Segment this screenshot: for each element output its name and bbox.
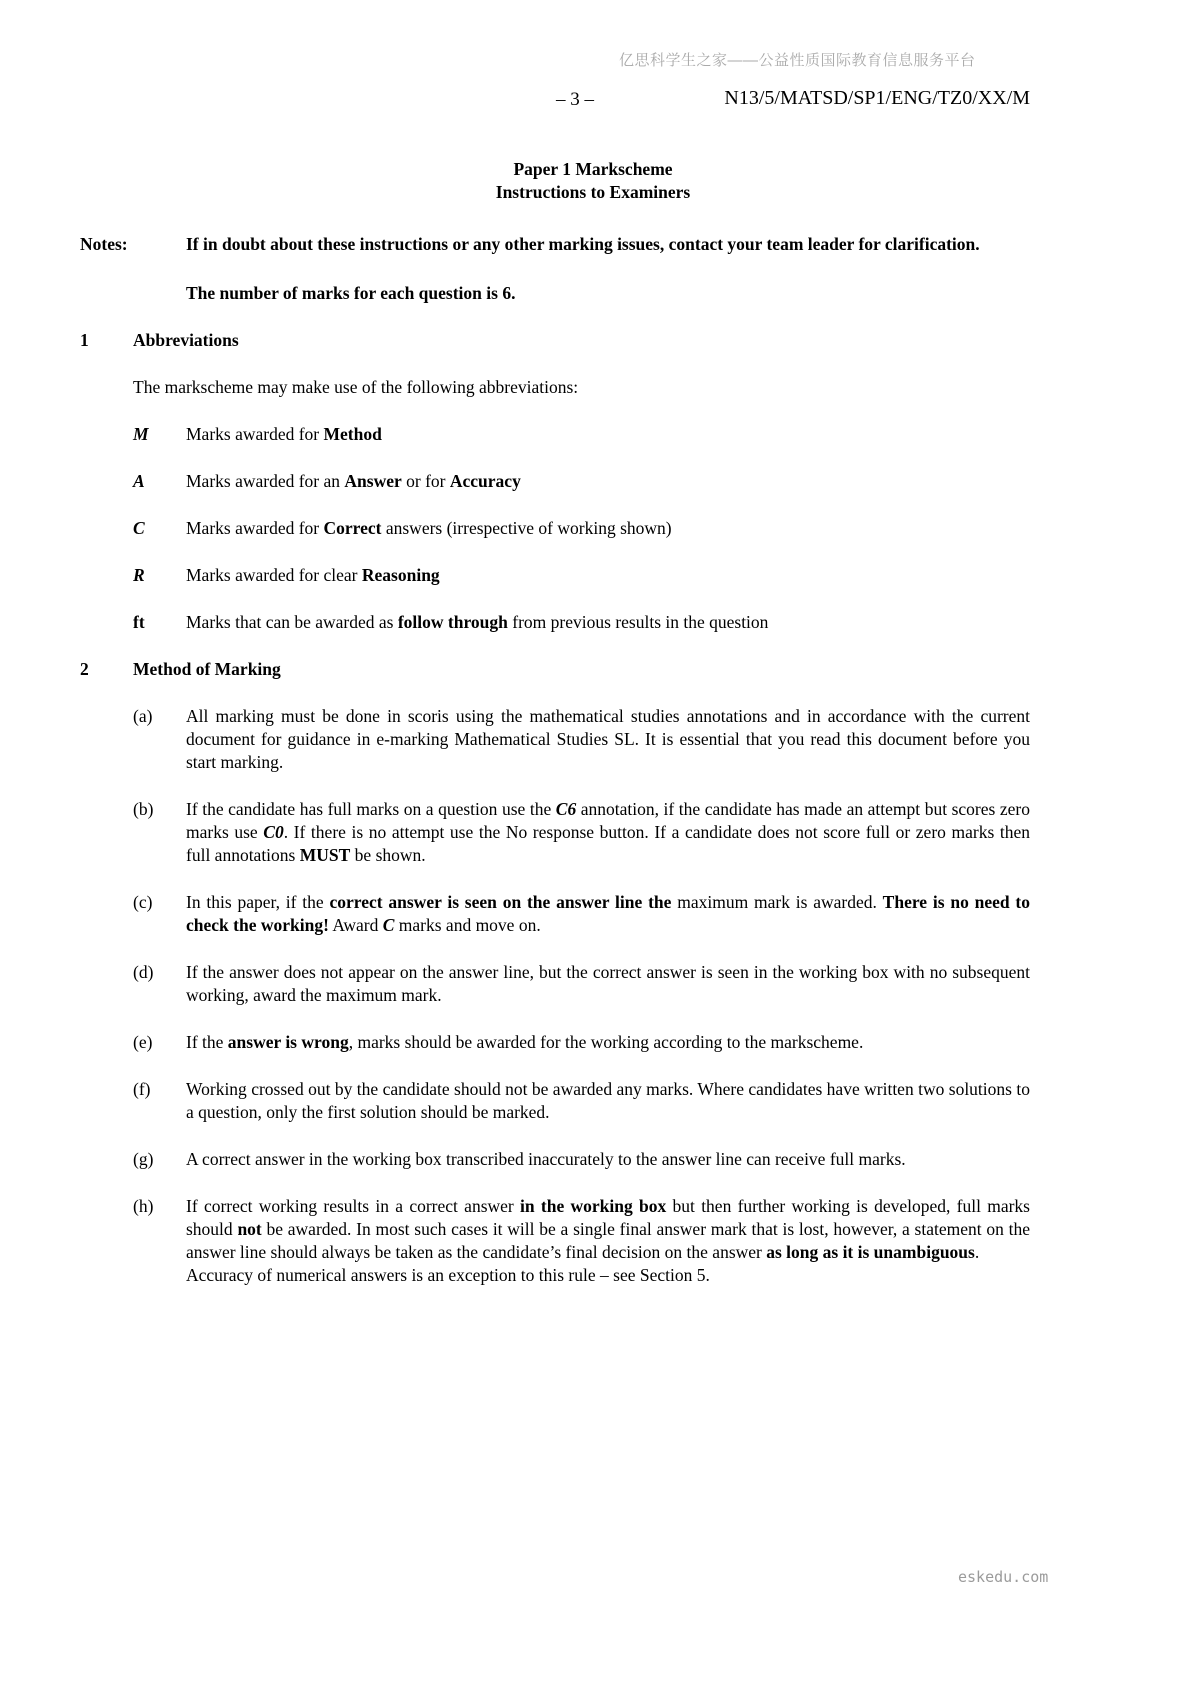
page-content	[80, 0, 1030, 1287]
notes-paragraph-2: The number of marks for each question is 6.	[186, 283, 516, 303]
method-item-e-text: If the answer is wrong, marks should be awarded for the working according to the markscheme.	[186, 1032, 864, 1052]
abbreviations-intro: The markscheme may make use of the following abbreviations:	[133, 377, 579, 397]
abbreviation-row-R	[80, 564, 1030, 587]
footer-site-text: eskedu.com	[958, 1568, 1049, 1586]
watermark-text: 亿思科学生之家——公益性质国际教育信息服务平台	[619, 52, 976, 69]
abbreviation-key-C: C	[133, 518, 145, 538]
title-line-2: Instructions to Examiners	[495, 182, 691, 202]
method-item-h-label: (h)	[133, 1196, 154, 1216]
abbreviation-key-ft: ft	[133, 612, 145, 632]
section-1-title: Abbreviations	[133, 330, 239, 350]
section-2-number: 2	[80, 659, 89, 679]
abbreviation-def-ft: Marks that can be awarded as follow through from previous results in the question	[186, 612, 769, 632]
abbreviation-key-R: R	[133, 565, 145, 585]
method-item-h	[80, 1195, 1030, 1287]
method-item-b-text: If the candidate has full marks on a question use the C6 annotation, if the candidate has made an attempt but scores zero marks use C0. If there is no attempt use the No response button. If a candidate does not score full or zero marks then full annotations MUST be shown.	[186, 799, 1030, 865]
method-item-h-text: If correct working results in a correct answer in the working box but then further working is developed, full marks should not be awarded. In most such cases it will be a single final answer mark that is lost, however, a statement on the answer line should always be taken as the candidate’s final decision on the answer as long as it is unambiguous.	[186, 1196, 1030, 1262]
method-item-b-label: (b)	[133, 799, 154, 819]
title-block	[118, 158, 1068, 204]
method-item-c	[80, 891, 1030, 937]
abbreviation-row-C	[80, 517, 1030, 540]
abbreviation-row-M	[80, 423, 1030, 446]
method-item-c-text: In this paper, if the correct answer is seen on the answer line the maximum mark is awarded. There is no need to check the working! Award C marks and move on.	[186, 892, 1031, 935]
section-2-title: Method of Marking	[133, 659, 281, 679]
method-item-h-text-2: Accuracy of numerical answers is an exception to this rule – see Section 5.	[186, 1265, 710, 1285]
method-item-e-label: (e)	[133, 1032, 153, 1052]
abbreviation-row-A	[80, 470, 1030, 493]
section-1-number: 1	[80, 330, 89, 350]
notes-label: Notes:	[80, 234, 128, 254]
method-item-d	[80, 961, 1030, 1007]
method-item-f-label: (f)	[133, 1079, 151, 1099]
method-item-e	[80, 1031, 1030, 1054]
method-item-a-label: (a)	[133, 706, 153, 726]
method-item-a	[80, 705, 1030, 774]
section-2-heading	[80, 658, 1030, 681]
title-line-1: Paper 1 Markscheme	[513, 159, 673, 179]
notes-block	[80, 233, 1030, 256]
notes-block-2	[80, 282, 1030, 305]
method-item-b	[80, 798, 1030, 867]
method-item-d-label: (d)	[133, 962, 154, 982]
method-item-g-label: (g)	[133, 1149, 154, 1169]
method-item-f	[80, 1078, 1030, 1124]
method-item-g-text: A correct answer in the working box transcribed inaccurately to the answer line can receive full marks.	[186, 1149, 906, 1169]
method-item-a-text: All marking must be done in scoris using the mathematical studies annotations and in accordance with the current document for guidance in e-marking Mathematical Studies SL. It is essential that you read this document before you start marking.	[186, 706, 1030, 772]
page-number: – 3 –	[556, 89, 594, 110]
method-item-f-text: Working crossed out by the candidate should not be awarded any marks. Where candidates have written two solutions to a question, only the first solution should be marked.	[186, 1079, 1030, 1122]
abbreviation-def-R: Marks awarded for clear Reasoning	[186, 565, 440, 585]
section-1-heading	[80, 329, 1030, 352]
abbreviation-key-A: A	[133, 471, 145, 491]
abbreviation-key-M: M	[133, 424, 149, 444]
method-item-c-label: (c)	[133, 892, 153, 912]
method-item-g	[80, 1148, 1030, 1171]
document-code: N13/5/MATSD/SP1/ENG/TZ0/XX/M	[724, 87, 1030, 109]
abbreviation-def-C: Marks awarded for Correct answers (irrespective of working shown)	[186, 518, 672, 538]
abbreviation-row-ft	[80, 611, 1030, 634]
notes-paragraph-1: If in doubt about these instructions or any other marking issues, contact your team leader for clarification.	[186, 234, 980, 254]
method-item-d-text: If the answer does not appear on the answer line, but the correct answer is seen in the working box with no subsequent working, award the maximum mark.	[186, 962, 1030, 1005]
abbreviation-def-M: Marks awarded for Method	[186, 424, 382, 444]
abbreviation-def-A: Marks awarded for an Answer or for Accuracy	[186, 471, 521, 491]
